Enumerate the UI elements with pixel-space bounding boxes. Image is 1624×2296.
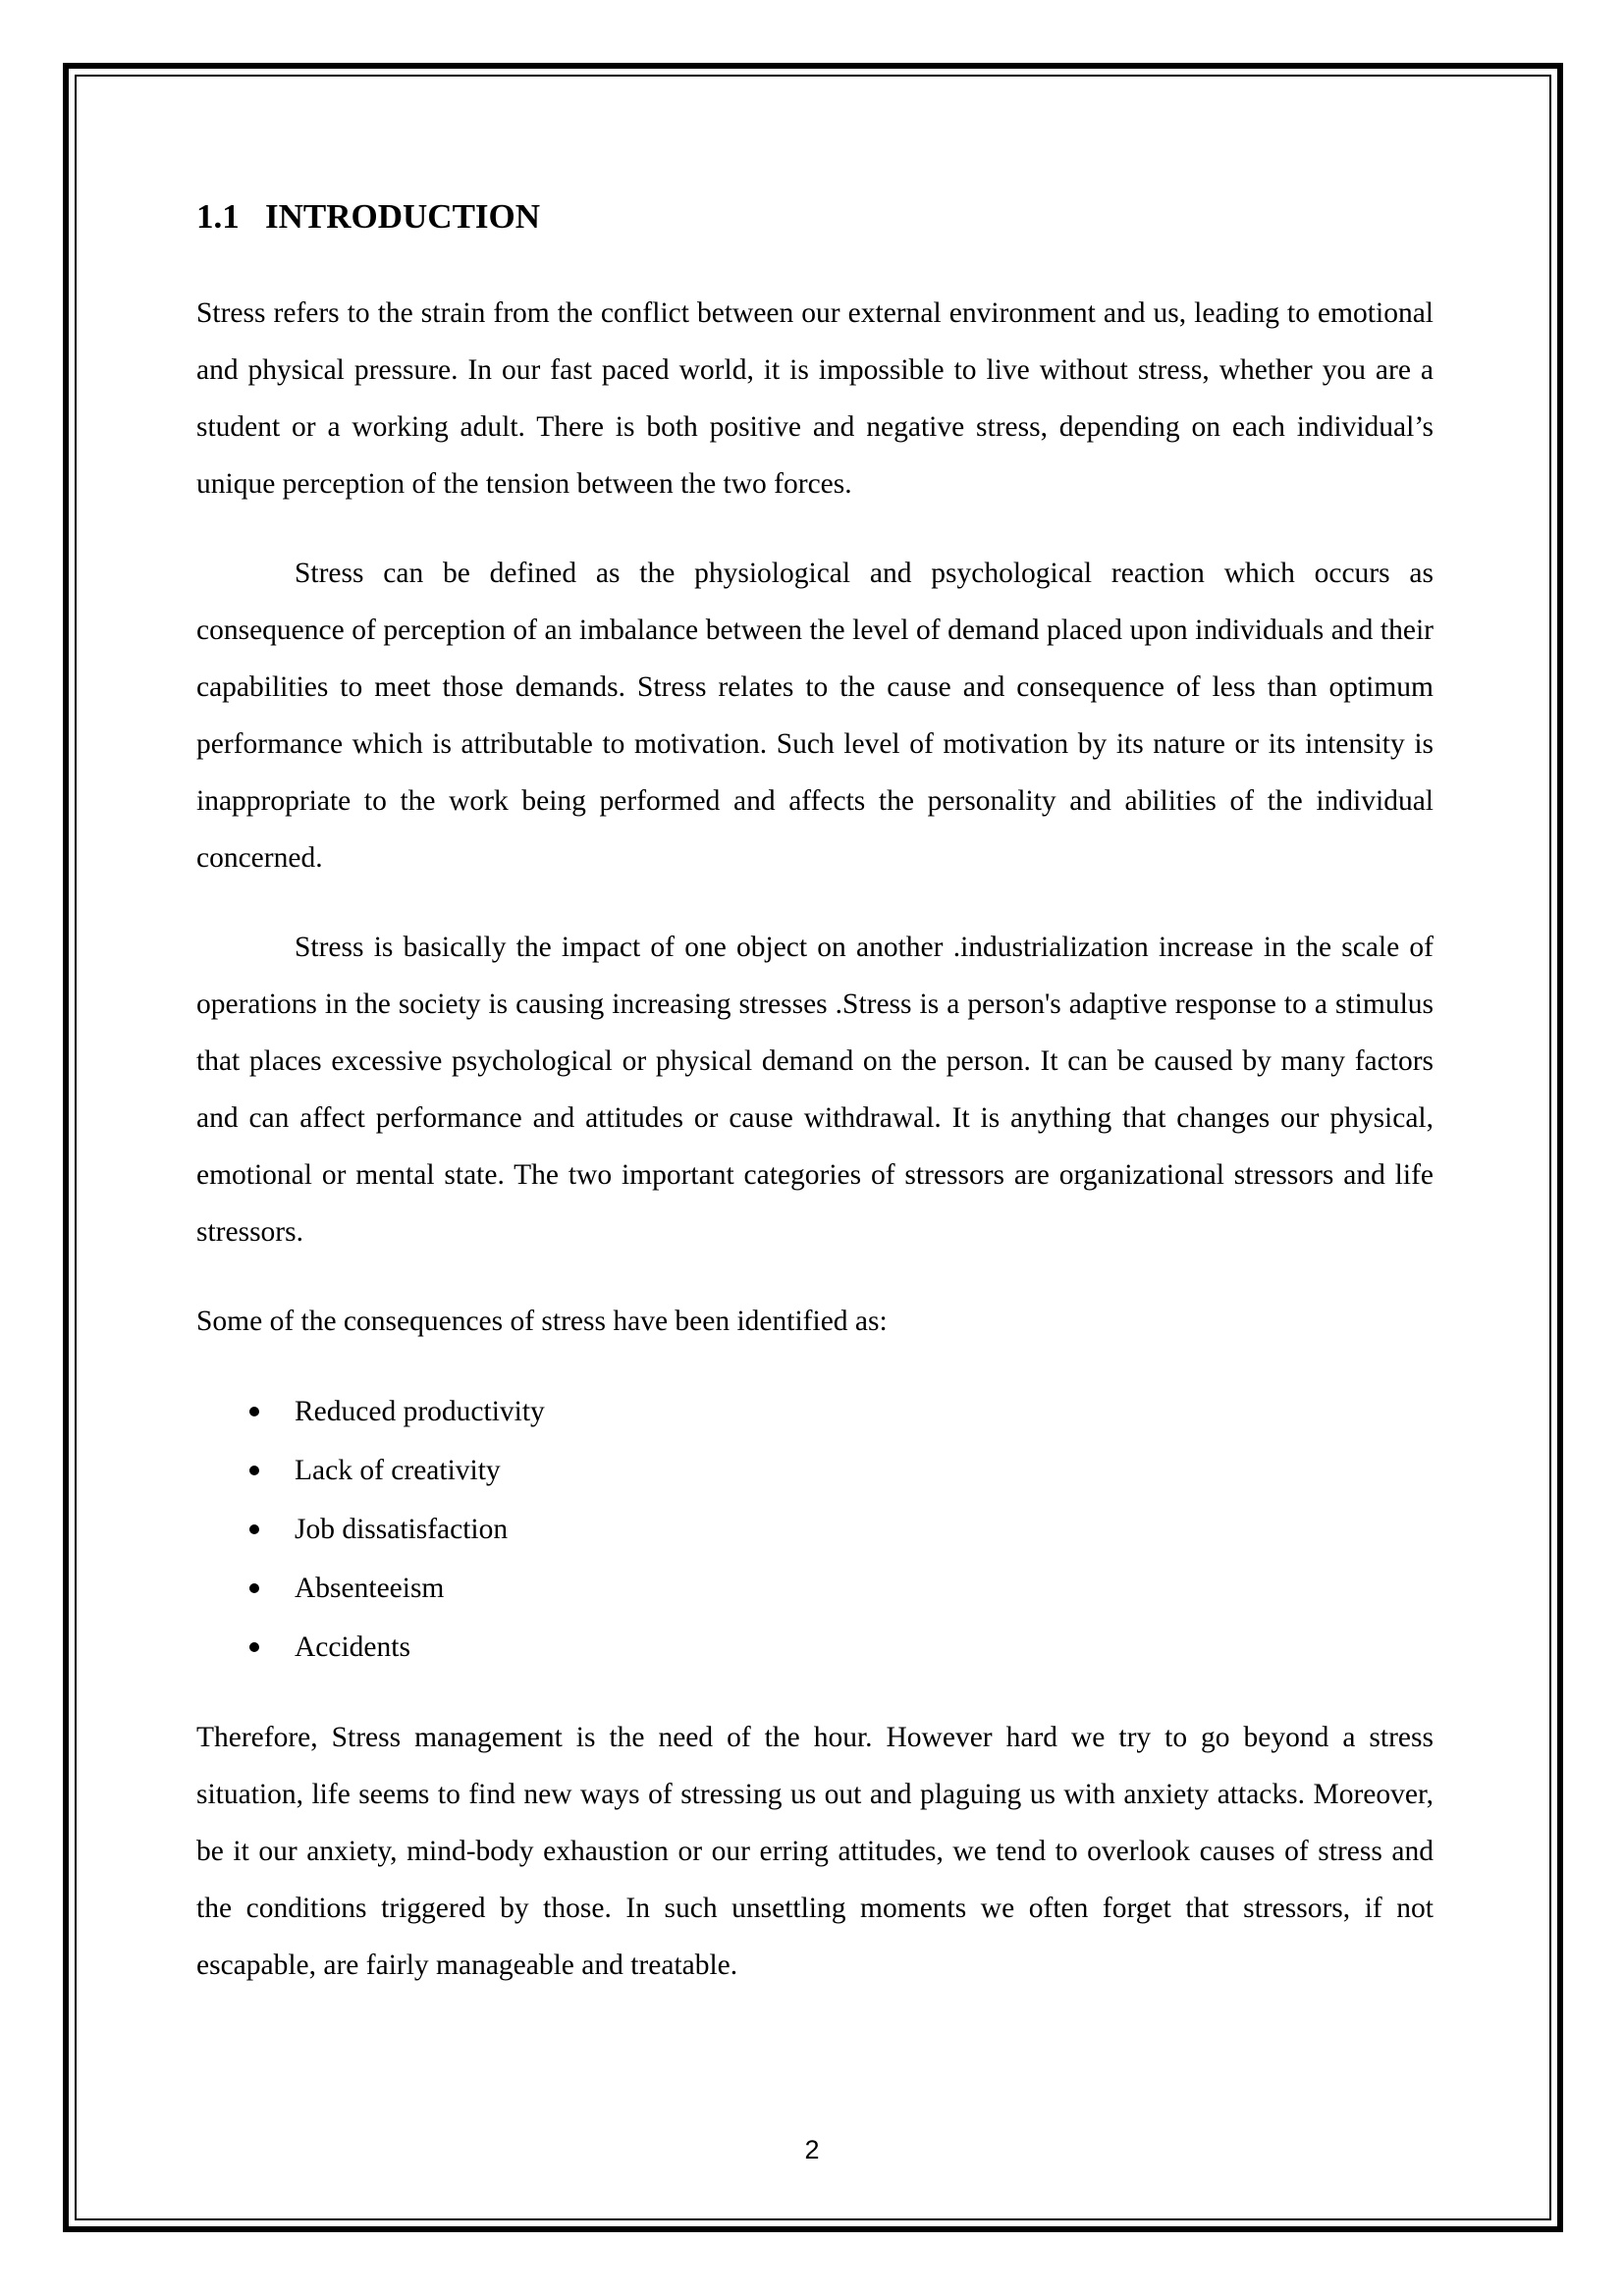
- paragraph-consequences-intro: Some of the consequences of stress have been identified as:: [196, 1306, 888, 1337]
- list-item-text: Job dissatisfaction: [295, 1514, 509, 1545]
- section-heading: [196, 192, 1434, 241]
- bullet-icon: [249, 1407, 259, 1416]
- list-item: [196, 1559, 1434, 1618]
- list-item: [196, 1618, 1434, 1677]
- list-item-text: Absenteeism: [295, 1573, 445, 1604]
- list-item: [196, 1441, 1434, 1500]
- page-content: [196, 192, 1434, 1994]
- consequences-list: [196, 1382, 1434, 1677]
- list-item: [196, 1500, 1434, 1559]
- paragraph-definition: Stress refers to the strain from the conflict between our external environment and us, leading to emotional and physical pressure. In our fast paced world, it is impossible to live without stress, whether you are a student or a working adult. There is both positive and negative stress, depending on each individual’s unique perception of the tension between the two forces.: [196, 297, 1434, 500]
- list-item-text: Accidents: [295, 1631, 410, 1663]
- list-item-text: Reduced productivity: [295, 1396, 545, 1427]
- paragraph-physiological-reaction: Stress can be defined as the physiological and psychological reaction which occurs as consequence of perception of an imbalance between the level of demand placed upon individuals and their capabilities to meet those demands. Stress relates to the cause and consequence of less than optimum performance which is attributable to motivation. Such level of motivation by its nature or its intensity is inappropriate to the work being performed and affects the personality and abilities of the individual concerned.: [196, 558, 1434, 874]
- bullet-icon: [249, 1583, 259, 1593]
- list-item-text: Lack of creativity: [295, 1455, 501, 1486]
- section-number: 1.1: [196, 197, 240, 236]
- paragraph-stress-management: Therefore, Stress management is the need of the hour. However hard we try to go beyond a stress situation, life seems to find new ways of stressing us out and plaguing us with anxiety attacks. Moreover, be it our anxiety, mind-body exhaustion or our erring attitudes, we tend to overlook causes of stress and the conditions triggered by those. In such unsettling moments we often forget that stressors, if not escapable, are fairly manageable and treatable.: [196, 1722, 1434, 1981]
- page-number: 2: [804, 2135, 820, 2164]
- list-item: [196, 1382, 1434, 1441]
- bullet-icon: [249, 1642, 259, 1652]
- bullet-icon: [249, 1466, 259, 1475]
- bullet-icon: [249, 1524, 259, 1534]
- section-title: INTRODUCTION: [265, 197, 541, 236]
- paragraph-impact: Stress is basically the impact of one object on another .industrialization increase in the scale of operations in the society is causing increasing stresses .Stress is a person's adaptive response to a stimulus that places excessive psychological or physical demand on the person. It can be caused by many factors and can affect performance and attitudes or cause withdrawal. It is anything that changes our physical, emotional or mental state. The two important categories of stressors are organizational stressors and life stressors.: [196, 932, 1434, 1248]
